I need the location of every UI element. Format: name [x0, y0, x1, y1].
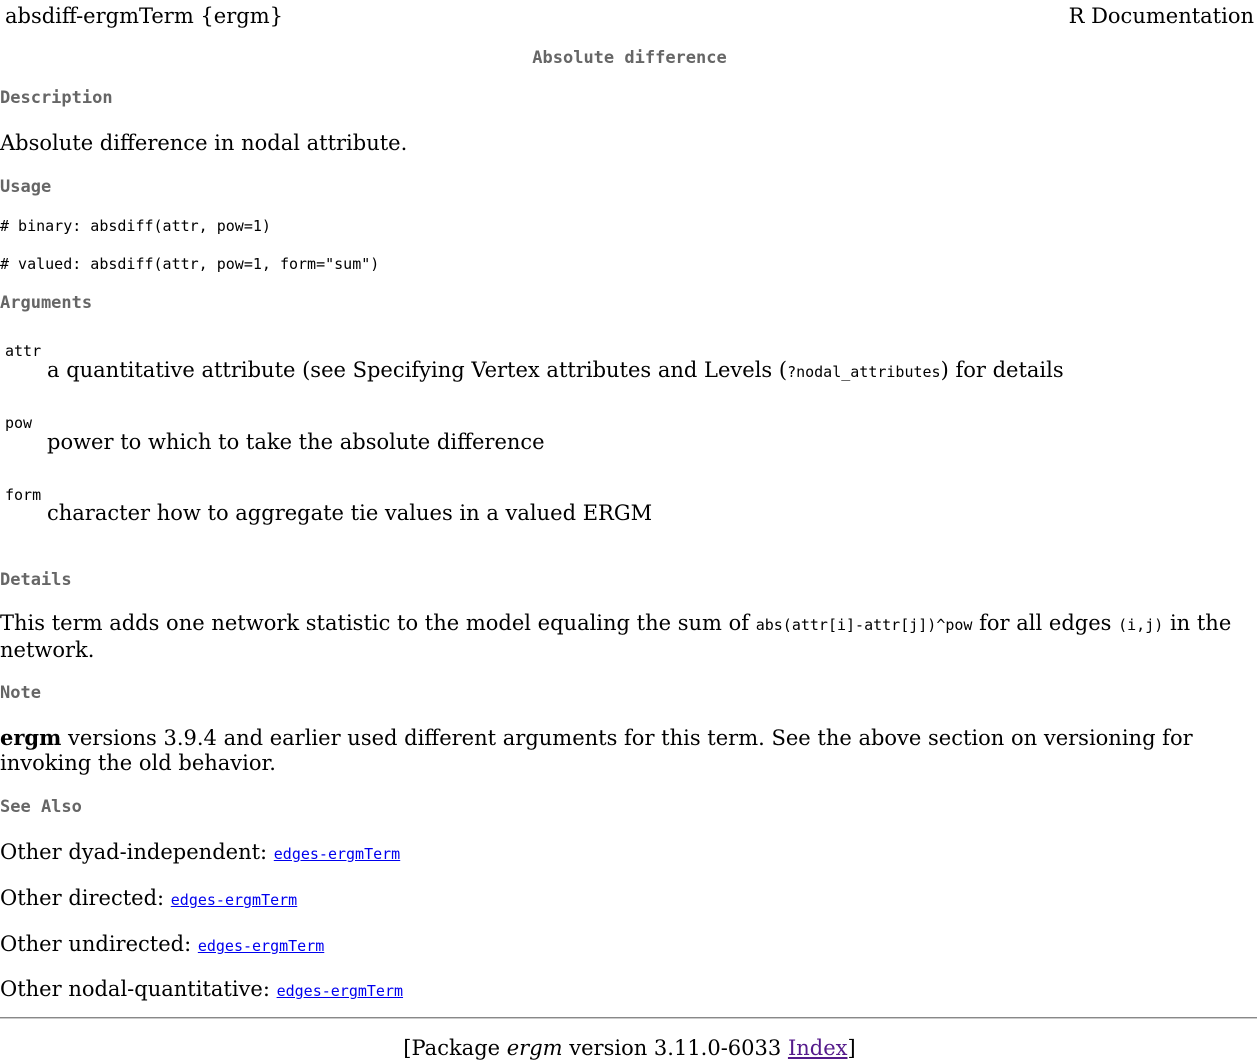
footer-divider: [0, 1017, 1257, 1019]
note-package-name: ergm: [0, 725, 62, 750]
details-code-expression: abs(attr[i]-attr[j])^pow: [755, 616, 973, 634]
argument-desc-form: character how to aggregate tie values in a valued ERGM: [47, 501, 653, 525]
page-title: Absolute difference: [532, 48, 727, 68]
note-heading: Note: [0, 683, 41, 703]
note-text: [0, 725, 1245, 776]
argument-desc-attr-text: a quantitative attribute (see Specifying Vertex attributes and Levels (: [47, 358, 788, 382]
note-text-body: versions 3.9.4 and earlier used different arguments for this term. See the above section on versioning for invoking the old behavior.: [0, 726, 1193, 775]
see-also-prefix: Other directed:: [0, 886, 171, 910]
page-header: [5, 4, 1254, 30]
edges-ergmterm-link[interactable]: edges-ergmTerm: [276, 982, 404, 1000]
see-also-item-dyad-independent: [0, 840, 400, 864]
r-documentation-label: R Documentation: [1068, 4, 1254, 28]
edges-ergmterm-link[interactable]: edges-ergmTerm: [170, 891, 298, 909]
topic-name: absdiff-ergmTerm {ergm}: [5, 4, 283, 28]
argument-name-attr: attr: [5, 342, 42, 360]
package-footer: [0, 1036, 1259, 1060]
index-link[interactable]: Index: [787, 1036, 848, 1060]
description-text: Absolute difference in nodal attribute.: [0, 131, 408, 155]
see-also-heading: See Also: [0, 797, 82, 817]
details-text-part-1: This term adds one network statistic to the model equaling the sum of: [0, 611, 756, 635]
argument-name-form: form: [5, 486, 42, 504]
footer-close: ]: [847, 1036, 856, 1060]
see-also-item-directed: [0, 886, 297, 910]
description-heading: Description: [0, 88, 113, 108]
footer-open: [Package: [403, 1036, 507, 1060]
details-text-part-3: in the network.: [0, 611, 1232, 662]
arguments-heading: Arguments: [0, 293, 93, 313]
see-also-prefix: Other nodal-quantitative:: [0, 977, 277, 1001]
see-also-prefix: Other undirected:: [0, 932, 198, 956]
argument-desc-pow: power to which to take the absolute difference: [47, 430, 545, 454]
see-also-item-nodal-quantitative: [0, 977, 403, 1001]
usage-heading: Usage: [0, 177, 52, 197]
details-text-part-2: for all edges: [972, 611, 1119, 635]
usage-line-valued: # valued: absdiff(attr, pow=1, form="sum"): [0, 255, 380, 273]
see-also-item-undirected: [0, 932, 324, 956]
details-heading: Details: [0, 570, 72, 590]
argument-name-pow: pow: [5, 414, 33, 432]
edges-ergmterm-link[interactable]: edges-ergmTerm: [197, 937, 325, 955]
footer-package-name: ergm: [506, 1036, 563, 1060]
argument-desc-attr: [47, 358, 1064, 382]
usage-line-binary: # binary: absdiff(attr, pow=1): [0, 217, 271, 235]
details-text: [0, 611, 1245, 663]
footer-version: version 3.11.0-6033: [562, 1036, 788, 1060]
details-code-edge: (i,j): [1118, 616, 1164, 634]
argument-desc-attr-tail: ) for details: [940, 358, 1064, 382]
see-also-prefix: Other dyad-independent:: [0, 840, 274, 864]
nodal-attributes-code: ?nodal_attributes: [787, 363, 941, 381]
edges-ergmterm-link[interactable]: edges-ergmTerm: [273, 845, 401, 863]
